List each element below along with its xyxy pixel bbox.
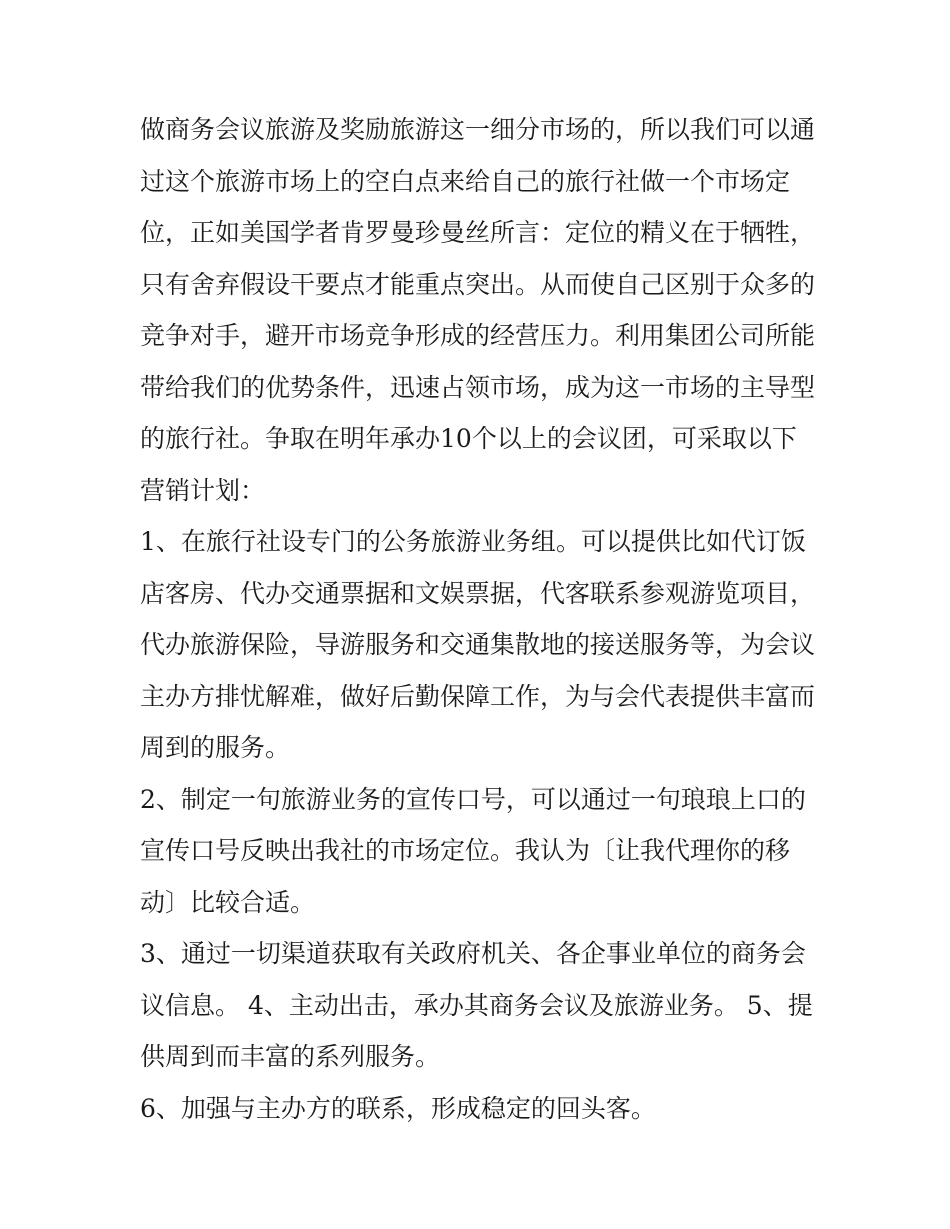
text-line: 过这个旅游市场上的空白点来给自己的旅行社做一个市场定 <box>140 166 791 196</box>
text-line: 6、加强与主办方的联系，形成稳定的回头客。 <box>140 1093 656 1123</box>
text-line: 动〕比较合适。 <box>140 887 316 917</box>
text-line: 宣传口号反映出我社的市场定位。我认为〔让我代理你的移 <box>140 836 791 865</box>
text-line: 周到的服务。 <box>140 733 291 762</box>
paragraph-item-3-5 <box>140 928 820 1083</box>
text-line: 带给我们的优势条件，迅速占领市场，成为这一市场的主导型 <box>140 372 816 402</box>
paragraph-item-1 <box>140 516 820 774</box>
text-line: 供周到而丰富的系列服务。 <box>140 1042 441 1071</box>
text-line: 只有舍弃假设干要点才能重点突出。从而使自己区别于众多的 <box>140 269 816 299</box>
paragraph-item-6 <box>140 1083 820 1135</box>
text-line: 做商务会议旅游及奖励旅游这一细分市场的，所以我们可以通 <box>140 115 816 144</box>
text-line: 1、在旅行社设专门的公务旅游业务组。可以提供比如代订饭 <box>140 527 806 556</box>
text-line: 3、通过一切渠道获取有关政府机关、各企事业单位的商务会 <box>140 939 806 968</box>
paragraph-positioning <box>140 104 820 516</box>
text-line: 议信息。 4、主动出击，承办其商务会议及旅游业务。 5、提 <box>140 990 813 1020</box>
text-line: 店客房、代办交通票据和文娱票据，代客联系参观游览项目， <box>140 578 816 608</box>
text-line: 主办方排忧解难，做好后勤保障工作，为与会代表提供丰富而 <box>140 681 816 711</box>
text-line: 位，正如美国学者肯罗曼珍曼丝所言：定位的精义在于牺牲， <box>140 218 816 247</box>
text-line: 代办旅游保险，导游服务和交通集散地的接送服务等，为会议 <box>140 630 816 659</box>
text-line: 的旅行社。争取在明年承办10个以上的会议团，可采取以下 <box>140 424 797 453</box>
text-line: 竞争对手，避开市场竞争形成的经营压力。利用集团公司所能 <box>140 321 816 350</box>
text-line: 营销计划： <box>140 475 266 505</box>
text-line: 2、制定一句旅游业务的宣传口号，可以通过一句琅琅上口的 <box>140 784 806 814</box>
document-body <box>140 104 820 1134</box>
paragraph-item-2 <box>140 774 820 929</box>
